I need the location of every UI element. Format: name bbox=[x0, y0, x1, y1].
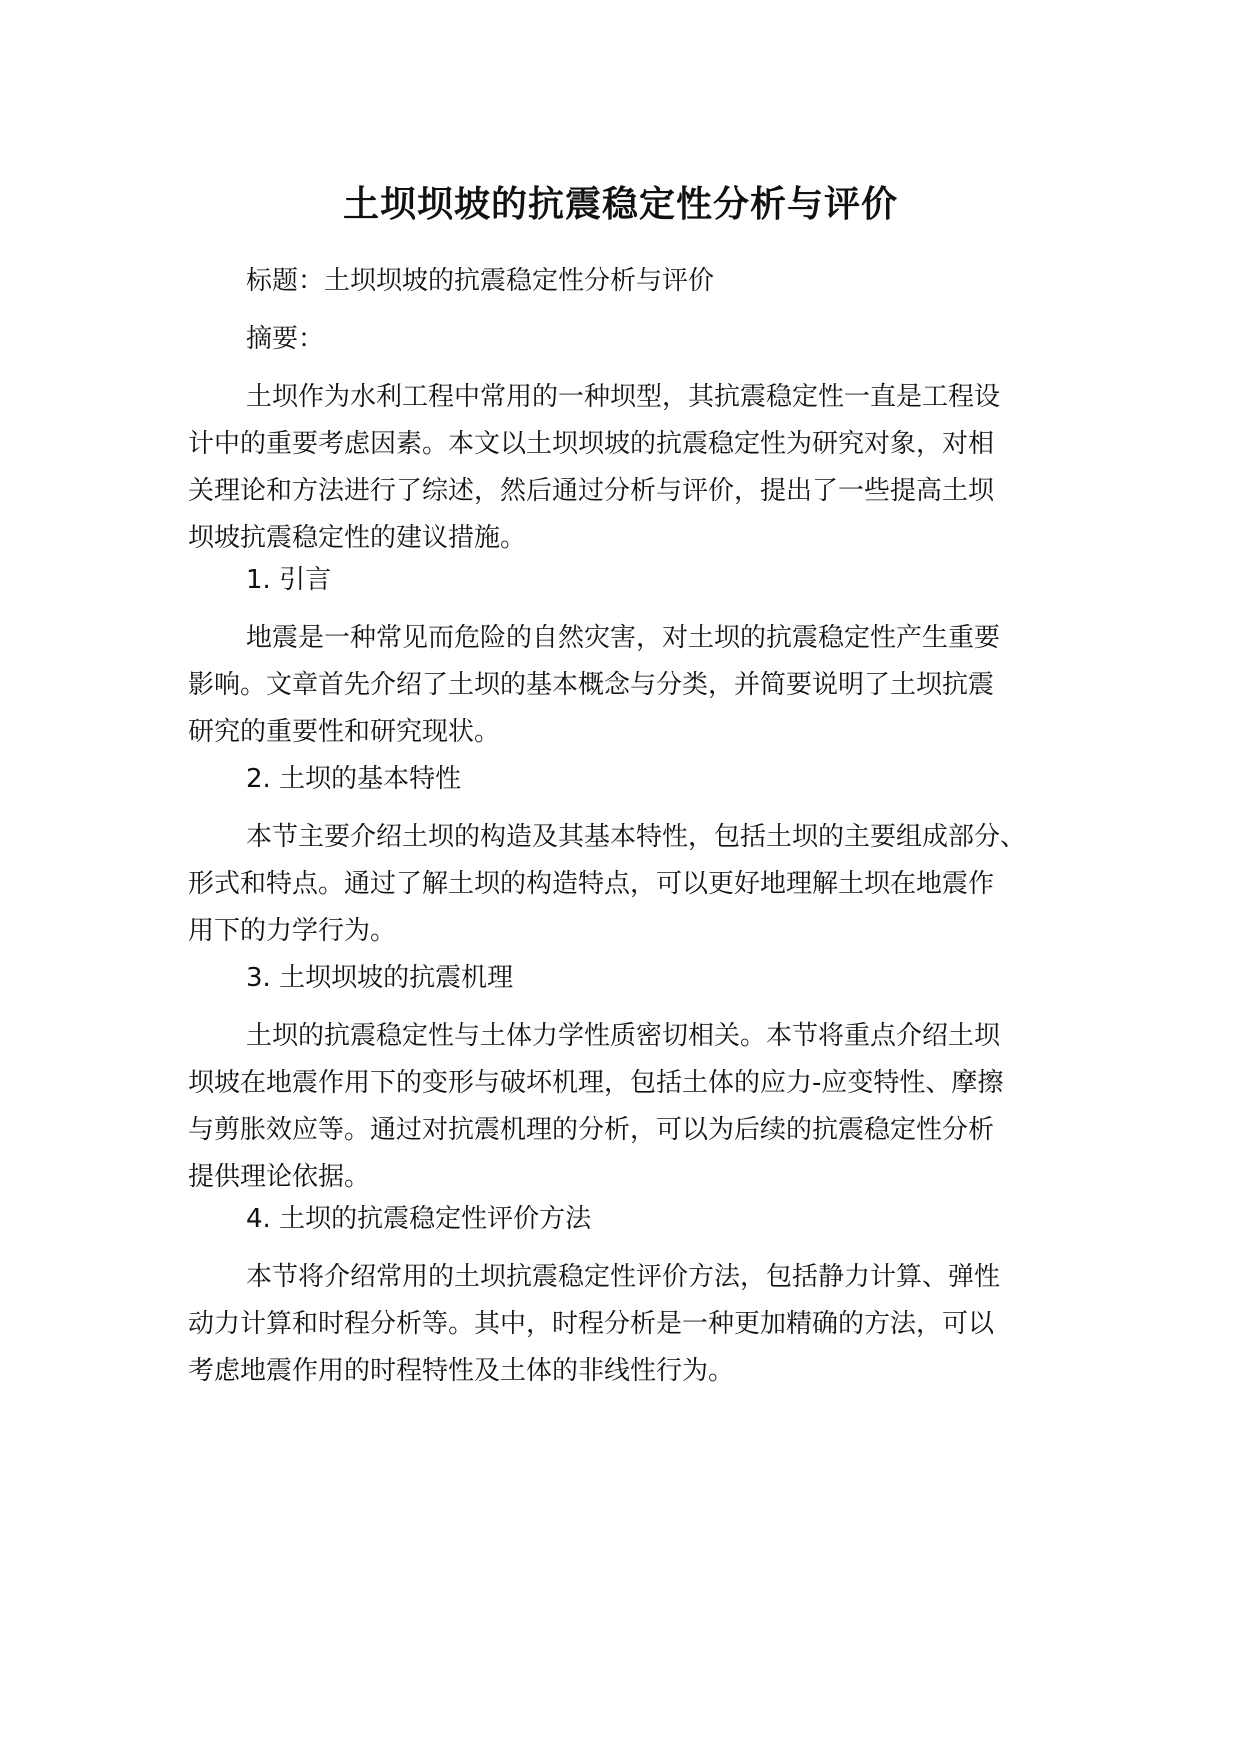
section-heading-2: 2. 土坝的基本特性 bbox=[246, 764, 462, 794]
paragraph-line: 动力计算和时程分析等。其中，时程分析是一种更加精确的方法，可以 bbox=[188, 1309, 995, 1339]
paragraph-line: 形式和特点。通过了解土坝的构造特点，可以更好地理解土坝在地震作 bbox=[188, 869, 995, 899]
section-heading-1: 1. 引言 bbox=[246, 565, 332, 595]
section-paragraph-2 bbox=[188, 814, 1068, 955]
paragraph-line: 提供理论依据。 bbox=[188, 1162, 371, 1192]
section-paragraph-4 bbox=[188, 1254, 1068, 1395]
paragraph-line: 本节主要介绍土坝的构造及其基本特性，包括土坝的主要组成部分、 bbox=[246, 822, 1027, 852]
abstract-line: 关理论和方法进行了综述，然后通过分析与评价，提出了一些提高土坝 bbox=[188, 476, 995, 506]
abstract-paragraph bbox=[188, 374, 1068, 562]
paragraph-line: 研究的重要性和研究现状。 bbox=[188, 717, 501, 747]
paragraph-line: 用下的力学行为。 bbox=[188, 916, 397, 946]
abstract-label: 摘要： bbox=[246, 324, 325, 354]
document-title: 土坝坝坡的抗震稳定性分析与评价 bbox=[342, 184, 898, 225]
section-heading-3: 3. 土坝坝坡的抗震机理 bbox=[246, 963, 514, 993]
abstract-line: 土坝作为水利工程中常用的一种坝型，其抗震稳定性一直是工程设 bbox=[246, 382, 1001, 412]
paragraph-line: 本节将介绍常用的土坝抗震稳定性评价方法，包括静力计算、弹性 bbox=[246, 1262, 1001, 1292]
section-heading-4: 4. 土坝的抗震稳定性评价方法 bbox=[246, 1204, 592, 1234]
abstract-line: 计中的重要考虑因素。本文以土坝坝坡的抗震稳定性为研究对象，对相 bbox=[188, 429, 995, 459]
section-paragraph-3 bbox=[188, 1013, 1068, 1201]
paragraph-line: 土坝的抗震稳定性与土体力学性质密切相关。本节将重点介绍土坝 bbox=[246, 1021, 1001, 1051]
paragraph-line: 影响。文章首先介绍了土坝的基本概念与分类，并简要说明了土坝抗震 bbox=[188, 670, 995, 700]
title-label-line: 标题：土坝坝坡的抗震稳定性分析与评价 bbox=[246, 266, 715, 296]
abstract-line: 坝坡抗震稳定性的建议措施。 bbox=[188, 523, 527, 553]
paragraph-line: 地震是一种常见而危险的自然灾害，对土坝的抗震稳定性产生重要 bbox=[246, 623, 1001, 653]
section-paragraph-1 bbox=[188, 615, 1068, 756]
paragraph-line: 坝坡在地震作用下的变形与破坏机理，包括土体的应力-应变特性、摩擦 bbox=[188, 1068, 1004, 1098]
paragraph-line: 考虑地震作用的时程特性及土体的非线性行为。 bbox=[188, 1356, 735, 1386]
paragraph-line: 与剪胀效应等。通过对抗震机理的分析，可以为后续的抗震稳定性分析 bbox=[188, 1115, 995, 1145]
